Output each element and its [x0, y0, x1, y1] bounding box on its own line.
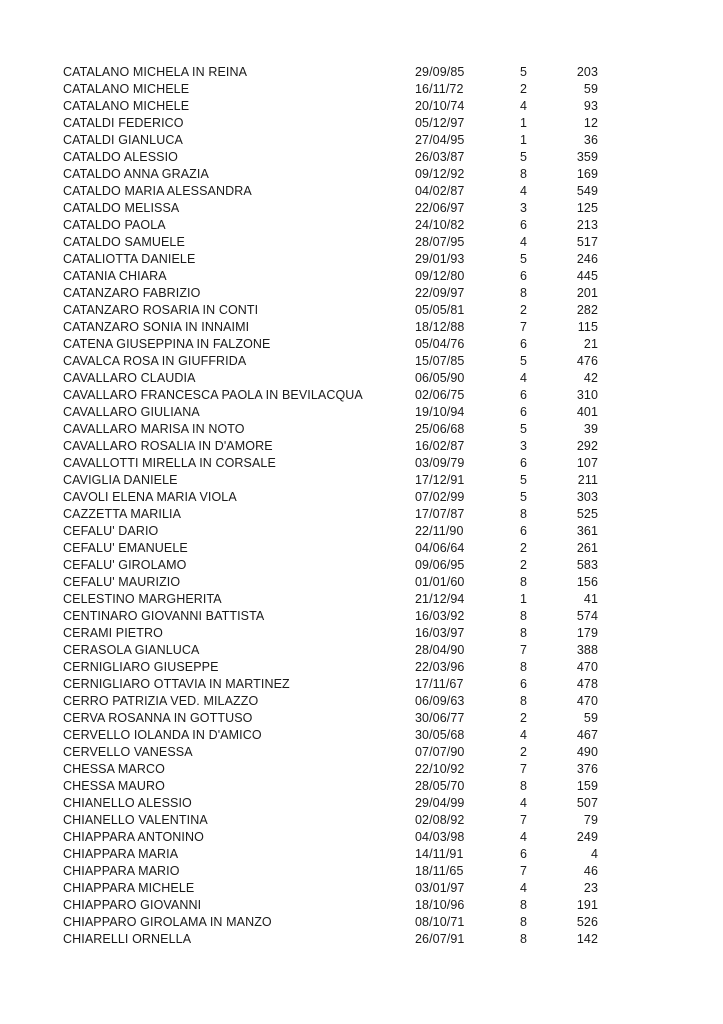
date-cell: 17/11/67 [415, 677, 464, 691]
date-cell: 26/07/91 [415, 932, 465, 946]
name-cell: CATALDO MELISSA [63, 201, 180, 215]
name-cell: CATANZARO FABRIZIO [63, 286, 201, 300]
date-cell: 03/09/79 [415, 456, 465, 470]
date-cell: 22/11/90 [415, 524, 464, 538]
number-cell: 376 [576, 762, 598, 776]
table-row [63, 812, 598, 829]
date-cell: 29/04/99 [415, 796, 465, 810]
date-cell: 09/12/92 [415, 167, 465, 181]
count-cell: 4 [519, 728, 527, 742]
number-cell: 292 [576, 439, 598, 453]
count-cell: 2 [519, 558, 527, 572]
name-cell: CERNIGLIARO GIUSEPPE [63, 660, 219, 674]
records-body [63, 64, 598, 948]
date-cell: 06/09/63 [415, 694, 465, 708]
count-cell: 4 [519, 184, 527, 198]
name-cell: CEFALU' DARIO [63, 524, 159, 538]
table-row [63, 829, 598, 846]
table-row [63, 540, 598, 557]
number-cell: 107 [576, 456, 598, 470]
date-cell: 09/06/95 [415, 558, 465, 572]
date-cell: 03/01/97 [415, 881, 465, 895]
date-cell: 04/03/98 [415, 830, 465, 844]
date-cell: 18/12/88 [415, 320, 465, 334]
date-cell: 16/03/92 [415, 609, 465, 623]
count-cell: 4 [519, 796, 527, 810]
name-cell: CELESTINO MARGHERITA [63, 592, 222, 606]
number-cell: 12 [583, 116, 598, 130]
count-cell: 2 [519, 303, 527, 317]
date-cell: 28/05/70 [415, 779, 465, 793]
table-row [63, 472, 598, 489]
table-row [63, 778, 598, 795]
number-cell: 142 [576, 932, 598, 946]
name-cell: CAVALCA ROSA IN GIUFFRIDA [63, 354, 247, 368]
table-row [63, 404, 598, 421]
number-cell: 583 [576, 558, 598, 572]
number-cell: 125 [576, 201, 598, 215]
date-cell: 27/04/95 [415, 133, 465, 147]
date-cell: 07/02/99 [415, 490, 465, 504]
name-cell: CERAMI PIETRO [63, 626, 163, 640]
count-cell: 7 [519, 864, 527, 878]
number-cell: 201 [576, 286, 598, 300]
date-cell: 30/05/68 [415, 728, 465, 742]
count-cell: 6 [519, 269, 527, 283]
number-cell: 261 [576, 541, 598, 555]
count-cell: 8 [519, 779, 527, 793]
table-row [63, 183, 598, 200]
date-cell: 25/06/68 [415, 422, 465, 436]
name-cell: CATALDO PAOLA [63, 218, 166, 232]
count-cell: 4 [519, 235, 527, 249]
name-cell: CAVALLARO CLAUDIA [63, 371, 196, 385]
count-cell: 8 [519, 915, 527, 929]
number-cell: 156 [576, 575, 598, 589]
table-row [63, 387, 598, 404]
count-cell: 6 [519, 337, 527, 351]
table-row [63, 574, 598, 591]
date-cell: 26/03/87 [415, 150, 465, 164]
name-cell: CATALANO MICHELE [63, 99, 190, 113]
number-cell: 526 [576, 915, 598, 929]
table-row [63, 319, 598, 336]
table-row [63, 132, 598, 149]
name-cell: CAVALLARO ROSALIA IN D'AMORE [63, 439, 273, 453]
count-cell: 8 [519, 932, 527, 946]
number-cell: 525 [576, 507, 598, 521]
date-cell: 06/05/90 [415, 371, 465, 385]
table-row [63, 659, 598, 676]
count-cell: 5 [519, 354, 527, 368]
table-row [63, 489, 598, 506]
number-cell: 115 [577, 320, 598, 334]
number-cell: 59 [583, 711, 598, 725]
table-row [63, 608, 598, 625]
table-row [63, 931, 598, 948]
date-cell: 16/03/97 [415, 626, 465, 640]
date-cell: 02/06/75 [415, 388, 465, 402]
date-cell: 01/01/60 [415, 575, 465, 589]
date-cell: 28/07/95 [415, 235, 465, 249]
name-cell: CAZZETTA MARILIA [63, 507, 182, 521]
table-row [63, 268, 598, 285]
number-cell: 203 [576, 65, 598, 79]
table-row [63, 149, 598, 166]
count-cell: 4 [519, 881, 527, 895]
table-row [63, 98, 598, 115]
count-cell: 8 [519, 507, 527, 521]
number-cell: 159 [576, 779, 598, 793]
count-cell: 8 [519, 660, 527, 674]
table-row [63, 251, 598, 268]
count-cell: 3 [519, 439, 527, 453]
number-cell: 388 [576, 643, 598, 657]
number-cell: 179 [576, 626, 598, 640]
number-cell: 4 [590, 847, 598, 861]
name-cell: CHIANELLO ALESSIO [63, 796, 192, 810]
date-cell: 15/07/85 [415, 354, 465, 368]
table-row [63, 880, 598, 897]
name-cell: CATANIA CHIARA [63, 269, 167, 283]
number-cell: 41 [583, 592, 598, 606]
name-cell: CATALANO MICHELE [63, 82, 190, 96]
table-row [63, 506, 598, 523]
date-cell: 18/10/96 [415, 898, 465, 912]
table-row [63, 166, 598, 183]
number-cell: 401 [576, 405, 598, 419]
name-cell: CATALIOTTA DANIELE [63, 252, 196, 266]
count-cell: 1 [519, 133, 527, 147]
name-cell: CEFALU' EMANUELE [63, 541, 188, 555]
date-cell: 22/06/97 [415, 201, 465, 215]
date-cell: 05/12/97 [415, 116, 465, 130]
name-cell: CHIAPPARA MARIO [63, 864, 180, 878]
table-row [63, 557, 598, 574]
date-cell: 17/12/91 [415, 473, 465, 487]
count-cell: 2 [519, 745, 527, 759]
number-cell: 246 [576, 252, 598, 266]
count-cell: 8 [519, 286, 527, 300]
name-cell: CERVELLO VANESSA [63, 745, 193, 759]
count-cell: 5 [519, 150, 527, 164]
date-cell: 07/07/90 [415, 745, 465, 759]
name-cell: CATENA GIUSEPPINA IN FALZONE [63, 337, 271, 351]
number-cell: 36 [583, 133, 598, 147]
date-cell: 29/09/85 [415, 65, 465, 79]
date-cell: 22/03/96 [415, 660, 465, 674]
name-cell: CEFALU' MAURIZIO [63, 575, 181, 589]
number-cell: 478 [576, 677, 598, 691]
date-cell: 19/10/94 [415, 405, 465, 419]
table-row [63, 302, 598, 319]
table-row [63, 455, 598, 472]
date-cell: 16/11/72 [415, 82, 464, 96]
date-cell: 04/06/64 [415, 541, 465, 555]
count-cell: 5 [519, 490, 527, 504]
count-cell: 3 [519, 201, 527, 215]
table-row [63, 625, 598, 642]
table-row [63, 591, 598, 608]
count-cell: 5 [519, 473, 527, 487]
date-cell: 05/04/76 [415, 337, 465, 351]
number-cell: 169 [576, 167, 598, 181]
name-cell: CENTINARO GIOVANNI BATTISTA [63, 609, 265, 623]
table-row [63, 846, 598, 863]
name-cell: CEFALU' GIROLAMO [63, 558, 187, 572]
count-cell: 6 [519, 405, 527, 419]
name-cell: CAVALLOTTI MIRELLA IN CORSALE [63, 456, 276, 470]
count-cell: 2 [519, 82, 527, 96]
count-cell: 6 [519, 677, 527, 691]
name-cell: CAVALLARO MARISA IN NOTO [63, 422, 245, 436]
name-cell: CATALDI FEDERICO [63, 116, 184, 130]
number-cell: 191 [576, 898, 598, 912]
table-row [63, 676, 598, 693]
date-cell: 09/12/80 [415, 269, 465, 283]
name-cell: CHIAPPARA MICHELE [63, 881, 195, 895]
date-cell: 05/05/81 [415, 303, 465, 317]
count-cell: 4 [519, 99, 527, 113]
count-cell: 1 [519, 116, 527, 130]
count-cell: 7 [519, 813, 527, 827]
table-row [63, 727, 598, 744]
table-row [63, 285, 598, 302]
count-cell: 6 [519, 388, 527, 402]
table-row [63, 863, 598, 880]
number-cell: 282 [576, 303, 598, 317]
date-cell: 17/07/87 [415, 507, 465, 521]
table-row [63, 795, 598, 812]
table-row [63, 370, 598, 387]
name-cell: CATALDO SAMUELE [63, 235, 185, 249]
count-cell: 5 [519, 422, 527, 436]
number-cell: 21 [583, 337, 598, 351]
table-row [63, 200, 598, 217]
name-cell: CERASOLA GIANLUCA [63, 643, 200, 657]
count-cell: 6 [519, 456, 527, 470]
table-row [63, 523, 598, 540]
table-row [63, 710, 598, 727]
table-row [63, 217, 598, 234]
number-cell: 23 [583, 881, 598, 895]
name-cell: CATANZARO SONIA IN INNAIMI [63, 320, 250, 334]
table-row [63, 642, 598, 659]
date-cell: 18/11/65 [415, 864, 464, 878]
number-cell: 467 [576, 728, 598, 742]
number-cell: 93 [583, 99, 598, 113]
name-cell: CHESSA MAURO [63, 779, 165, 793]
table-row [63, 914, 598, 931]
table-row [63, 234, 598, 251]
table-row [63, 115, 598, 132]
number-cell: 303 [576, 490, 598, 504]
count-cell: 7 [519, 320, 527, 334]
date-cell: 22/09/97 [415, 286, 465, 300]
table-row [63, 897, 598, 914]
date-cell: 22/10/92 [415, 762, 465, 776]
number-cell: 42 [583, 371, 598, 385]
count-cell: 8 [519, 626, 527, 640]
name-cell: CATALDO MARIA ALESSANDRA [63, 184, 252, 198]
number-cell: 359 [576, 150, 598, 164]
number-cell: 476 [576, 354, 598, 368]
date-cell: 30/06/77 [415, 711, 465, 725]
date-cell: 14/11/91 [415, 847, 464, 861]
number-cell: 59 [583, 82, 598, 96]
count-cell: 5 [519, 65, 527, 79]
name-cell: CERRO PATRIZIA VED. MILAZZO [63, 694, 259, 708]
name-cell: CHIAPPARA MARIA [63, 847, 179, 861]
name-cell: CERVA ROSANNA IN GOTTUSO [63, 711, 253, 725]
count-cell: 8 [519, 898, 527, 912]
count-cell: 6 [519, 847, 527, 861]
count-cell: 2 [519, 711, 527, 725]
name-cell: CAVALLARO GIULIANA [63, 405, 200, 419]
date-cell: 29/01/93 [415, 252, 465, 266]
count-cell: 7 [519, 643, 527, 657]
count-cell: 4 [519, 371, 527, 385]
number-cell: 574 [576, 609, 598, 623]
date-cell: 04/02/87 [415, 184, 465, 198]
name-cell: CATALDO ANNA GRAZIA [63, 167, 209, 181]
number-cell: 361 [576, 524, 598, 538]
count-cell: 8 [519, 694, 527, 708]
records-table [63, 64, 598, 948]
number-cell: 445 [576, 269, 598, 283]
number-cell: 470 [576, 694, 598, 708]
number-cell: 490 [576, 745, 598, 759]
count-cell: 8 [519, 167, 527, 181]
name-cell: CHIAPPARO GIROLAMA IN MANZO [63, 915, 272, 929]
number-cell: 507 [576, 796, 598, 810]
name-cell: CERNIGLIARO OTTAVIA IN MARTINEZ [63, 677, 290, 691]
count-cell: 5 [519, 252, 527, 266]
number-cell: 470 [576, 660, 598, 674]
name-cell: CATALDO ALESSIO [63, 150, 178, 164]
count-cell: 8 [519, 609, 527, 623]
count-cell: 1 [519, 592, 527, 606]
date-cell: 02/08/92 [415, 813, 465, 827]
number-cell: 46 [583, 864, 598, 878]
table-row [63, 761, 598, 778]
date-cell: 21/12/94 [415, 592, 465, 606]
table-row [63, 81, 598, 98]
number-cell: 213 [576, 218, 598, 232]
count-cell: 4 [519, 830, 527, 844]
name-cell: CATALDI GIANLUCA [63, 133, 183, 147]
date-cell: 16/02/87 [415, 439, 465, 453]
name-cell: CHIAPPARA ANTONINO [63, 830, 204, 844]
number-cell: 39 [583, 422, 598, 436]
name-cell: CERVELLO IOLANDA IN D'AMICO [63, 728, 262, 742]
number-cell: 549 [576, 184, 598, 198]
count-cell: 6 [519, 218, 527, 232]
name-cell: CATANZARO ROSARIA IN CONTI [63, 303, 259, 317]
name-cell: CAVOLI ELENA MARIA VIOLA [63, 490, 237, 504]
date-cell: 24/10/82 [415, 218, 465, 232]
name-cell: CHESSA MARCO [63, 762, 165, 776]
count-cell: 8 [519, 575, 527, 589]
table-row [63, 421, 598, 438]
number-cell: 79 [583, 813, 598, 827]
table-row [63, 64, 598, 81]
name-cell: CATALANO MICHELA IN REINA [63, 65, 248, 79]
name-cell: CAVALLARO FRANCESCA PAOLA IN BEVILACQUA [63, 388, 363, 402]
name-cell: CHIARELLI ORNELLA [63, 932, 192, 946]
number-cell: 249 [576, 830, 598, 844]
name-cell: CHIANELLO VALENTINA [63, 813, 208, 827]
number-cell: 211 [577, 473, 598, 487]
name-cell: CAVIGLIA DANIELE [63, 473, 178, 487]
date-cell: 08/10/71 [415, 915, 465, 929]
table-row [63, 336, 598, 353]
table-row [63, 693, 598, 710]
number-cell: 517 [576, 235, 598, 249]
date-cell: 20/10/74 [415, 99, 465, 113]
count-cell: 7 [519, 762, 527, 776]
name-cell: CHIAPPARO GIOVANNI [63, 898, 202, 912]
number-cell: 310 [576, 388, 598, 402]
table-row [63, 353, 598, 370]
table-row [63, 438, 598, 455]
date-cell: 28/04/90 [415, 643, 465, 657]
count-cell: 2 [519, 541, 527, 555]
count-cell: 6 [519, 524, 527, 538]
table-row [63, 744, 598, 761]
